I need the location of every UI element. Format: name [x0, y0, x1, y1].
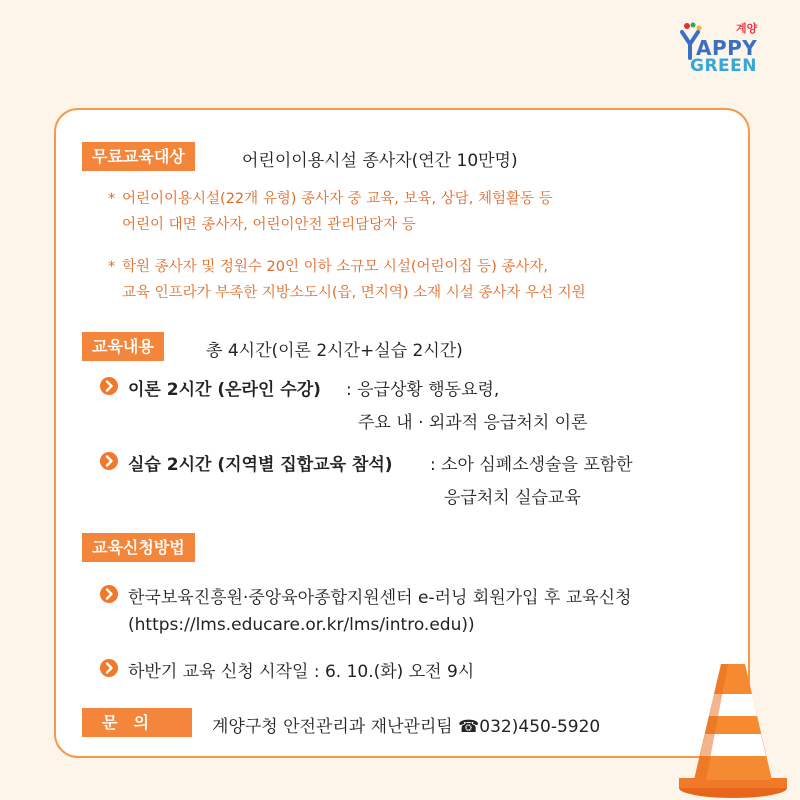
content-text: 총 4시간(이론 2시간+실습 2시간) [206, 341, 463, 361]
target-note-1 [108, 186, 553, 238]
logo-word-bottom: GREEN [690, 56, 757, 76]
label-target: 무료교육대상 [82, 142, 195, 171]
practice-desc-line1: : 소아 심폐소생술을 포함한 [430, 455, 633, 475]
note-line: 학원 종사자 및 정원수 20인 이하 소규모 시설(어린이집 등) 종사자, [122, 259, 549, 275]
target-note-2 [108, 254, 586, 306]
label-apply: 교육신청방법 [82, 533, 195, 562]
inquiry-contact: 계양구청 안전관리과 재난관리팀 ☎032)450-5920 [212, 717, 601, 737]
chevron-right-icon [100, 585, 118, 603]
chevron-right-icon [100, 659, 118, 677]
apply-line1: 한국보육진흥원·중앙육아종합지원센터 e-러닝 회원가입 후 교육신청 [128, 588, 632, 608]
label-content: 교육내용 [82, 332, 164, 361]
theory-desc-line2: 주요 내 · 외과적 응급처치 이론 [358, 413, 588, 433]
info-card [54, 108, 750, 758]
chevron-right-icon [100, 377, 118, 395]
note-line: 어린이이용시설(22개 유형) 종사자 중 교육, 보육, 상담, 체험활동 등 [122, 191, 553, 207]
apply-start-date: 하반기 교육 신청 시작일 : 6. 10.(화) 오전 9시 [128, 662, 475, 682]
theory-desc-line1: : 응급상황 행동요령, [346, 380, 500, 400]
note-star: * [108, 259, 116, 275]
logo-tag: 계양 [736, 22, 758, 35]
theory-title: 이론 2시간 (온라인 수강) [128, 380, 321, 400]
chevron-right-icon [100, 452, 118, 470]
apply-url[interactable]: (https://lms.educare.or.kr/lms/intro.edu)) [128, 615, 475, 635]
note-line: 교육 인프라가 부족한 지방소도시(읍, 면지역) 소재 시설 종사자 우선 지원 [122, 285, 586, 301]
happy-green-logo [678, 14, 778, 74]
note-star: * [108, 191, 116, 207]
logo-word-top: APPY [696, 36, 758, 60]
target-text: 어린이이용시설 종사자(연간 10만명) [242, 151, 518, 171]
practice-desc-line2: 응급처치 실습교육 [444, 488, 581, 508]
note-line: 어린이 대면 종사자, 어린이안전 관리담당자 등 [122, 217, 416, 233]
label-inquiry: 문의 [82, 708, 192, 737]
traffic-cone-icon [676, 660, 790, 800]
practice-title: 실습 2시간 (지역별 집합교육 참석) [128, 455, 393, 475]
